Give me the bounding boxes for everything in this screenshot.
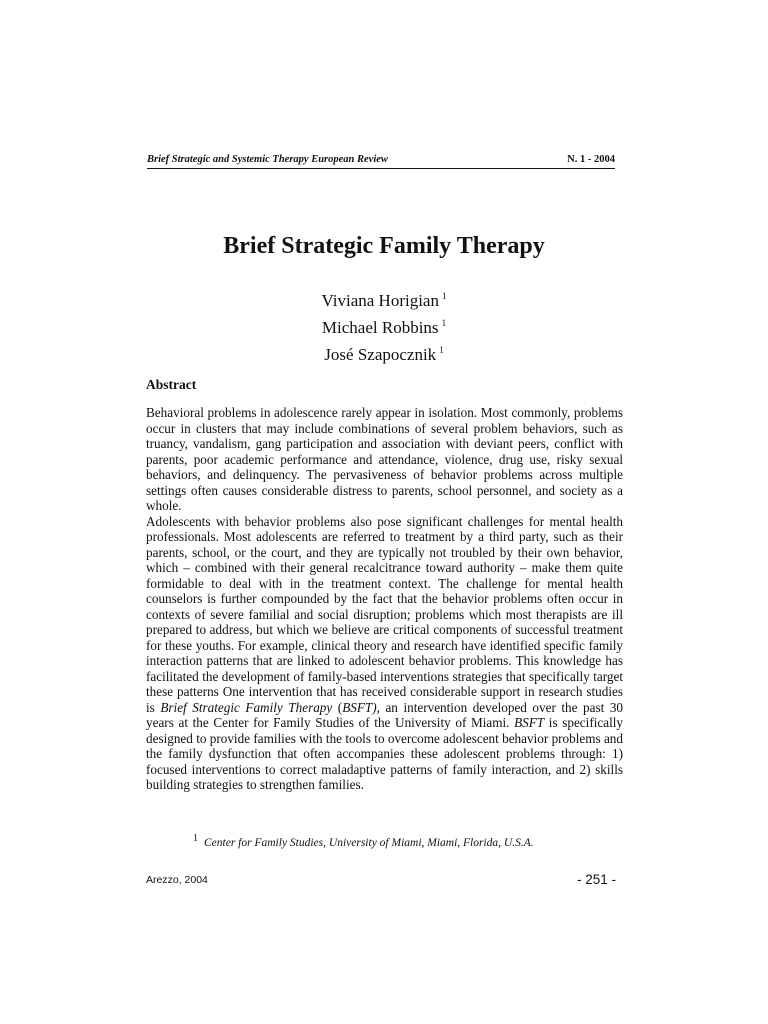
footnote: [193, 833, 534, 849]
footer-place-date: Arezzo, 2004: [146, 874, 208, 886]
author-list: [147, 285, 621, 366]
abstract-paragraph: Behavioral problems in adolescence rarely appear in isolation. Most commonly, problems occur in clusters that may include combinations of several problem behaviors, such as truancy, vandalism, gang participation and association with deviant peers, conflict with parents, poor academic performance and attendance, violence, drug use, risky sexual behaviors, and delinquency. The pervasiveness of behavior problems across multiple settings often causes considerable distress to parents, school personnel, and society as a whole.: [146, 405, 623, 513]
italic-term: BSFT: [514, 715, 545, 730]
affiliation-mark: 1: [441, 291, 447, 301]
paper-title: Brief Strategic Family Therapy: [223, 233, 545, 259]
author-name: José Szapocznik: [324, 345, 437, 364]
author-name: Michael Robbins: [321, 318, 439, 337]
issue-number: N. 1 - 2004: [567, 154, 615, 165]
italic-term: BSFT),: [342, 699, 380, 715]
abstract-paragraph: [146, 514, 623, 793]
affiliation-mark: 1: [439, 345, 444, 355]
journal-name: Brief Strategic and Systemic Therapy European Review: [147, 154, 388, 165]
affiliation-mark: 1: [441, 318, 447, 328]
footnote-text: Center for Family Studies, University of Miami, Miami, Florida, U.S.A.: [204, 837, 534, 849]
footnote-mark: 1: [193, 833, 198, 844]
running-header: [147, 153, 615, 169]
abstract-heading: Abstract: [146, 377, 197, 392]
abstract-body: [146, 405, 623, 793]
italic-term: Brief Strategic Family Therapy: [160, 699, 333, 715]
text-run: (: [332, 699, 343, 715]
author: [147, 339, 621, 366]
text-run: is specifically designed to provide families with the tools to overcome adolescent behavior problems and the family dysfunction that often accompanies these adolescent problems through: 1) focused interventions to correct maladaptive patterns of family interaction, and 2) skills building strategies to strengthen families.: [146, 715, 623, 792]
page-number: - 251 -: [576, 872, 616, 887]
text-run: an intervention developed over the past 30 years at the Center for Family Studies of the University of Miami.: [146, 699, 624, 730]
author-name: Viviana Horigian: [321, 291, 439, 310]
text-run: Adolescents with behavior problems also pose significant challenges for mental health professionals. Most adolescents are referred to treatment by a third party, such as their parents, school, or the court, and they are typically not troubled by their own behavior, which – combined with their general recalcitrance toward authority – make them quite formidable to deal with in the treatment context. The challenge for mental health counselors is further compounded by the fact that the behavior problems often occur in contexts of severe familial and social disruption; problems which most therapists are ill prepared to address, but which we believe are critical components of successful treatment for these youths. For example, clinical theory and research have identified specific family interaction patterns that are linked to adolescent behavior problems. This knowledge has facilitated the development of family-based interventions strategies that specifically target these patterns One intervention that has received considerable support in research studies is: [146, 513, 623, 715]
author: [147, 312, 621, 339]
author: [147, 285, 621, 312]
